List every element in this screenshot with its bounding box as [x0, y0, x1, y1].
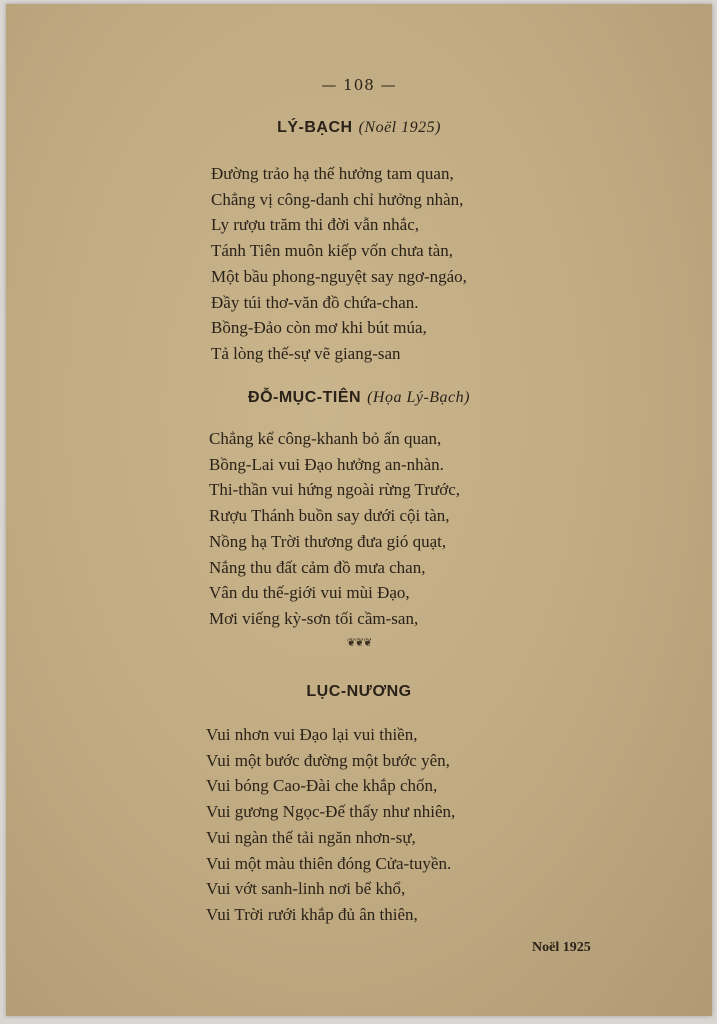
poem-line: Tả lòng thế-sự vẽ giang-san: [211, 343, 401, 363]
poem-title-do-muc-tien: [6, 389, 712, 407]
poem-line: Vui Trời rưới khắp đủ ân thiên,: [206, 904, 418, 924]
poem-line: Bồng-Lai vui Đạo hưởng an-nhàn.: [209, 454, 444, 474]
poem-line: Vân du thế-giới vui mùi Đạo,: [209, 583, 410, 603]
poem-line: Vui ngàn thế tải ngăn nhơn-sự,: [206, 827, 416, 847]
poem-subtitle: (Noël 1925): [358, 119, 441, 136]
poem-line: Chẳng kể công-khanh bỏ ấn quan,: [209, 429, 442, 448]
page-number: — 108 —: [321, 76, 397, 94]
poem-do-muc-tien: [209, 426, 460, 632]
poem-title-ly-bach: [6, 119, 712, 137]
poem-subtitle: (Họa Lý-Bạch): [367, 389, 470, 406]
poem-line: Bồng-Đảo còn mơ khi bút múa,: [211, 318, 427, 338]
poem-line: Ly rượu trăm thi đời vẫn nhắc,: [211, 215, 420, 235]
poem-line: Một bầu phong-nguyệt say ngơ-ngáo,: [211, 266, 467, 286]
poem-line: Vui một bước đường một bước yên,: [206, 750, 450, 770]
poem-luc-nuong: [206, 722, 455, 928]
poem-line: Nồng hạ Trời thương đưa gió quạt,: [209, 531, 447, 551]
poem-title-text: LÝ-BẠCH: [277, 119, 353, 136]
poem-line: Chẳng vị công-danh chỉ hưởng nhàn,: [211, 189, 464, 209]
poem-title-luc-nuong: [6, 683, 712, 701]
signoff-date: Noël 1925: [532, 940, 591, 955]
poem-ly-bach: [211, 161, 467, 367]
book-page: [6, 4, 712, 1016]
poem-line: Vui gương Ngọc-Đế thấy như nhiên,: [206, 802, 456, 822]
poem-line: Mơi viếng kỳ-sơn tối cầm-san,: [209, 608, 419, 628]
poem-title-text: ĐỖ-MỤC-TIÊN: [248, 389, 362, 406]
poem-line: Vui nhơn vui Đạo lại vui thiền,: [206, 725, 418, 744]
poem-line: Tánh Tiên muôn kiếp vốn chưa tàn,: [211, 241, 453, 261]
poem-title-text: LỤC-NƯƠNG: [306, 683, 412, 700]
poem-line: Rượu Thánh buồn say dưới cội tàn,: [209, 506, 450, 526]
poem-line: Nắng thu đất cảm đồ mưa chan,: [209, 557, 426, 577]
poem-line: Vui vớt sanh-linh nơi bể khổ,: [206, 879, 406, 899]
poem-line: Thi-thần vui hứng ngoài rừng Trước,: [209, 480, 461, 500]
poem-line: Vui bóng Cao-Đài che khắp chốn,: [206, 776, 438, 796]
poem-line: Đường trảo hạ thế hưởng tam quan,: [211, 164, 454, 183]
poem-line: Đầy túi thơ-văn đồ chứa-chan.: [211, 292, 419, 312]
poem-line: Vui một màu thiên đóng Cửa-tuyền.: [206, 853, 452, 873]
ornament-divider-icon: ❦❦❦: [346, 636, 372, 649]
